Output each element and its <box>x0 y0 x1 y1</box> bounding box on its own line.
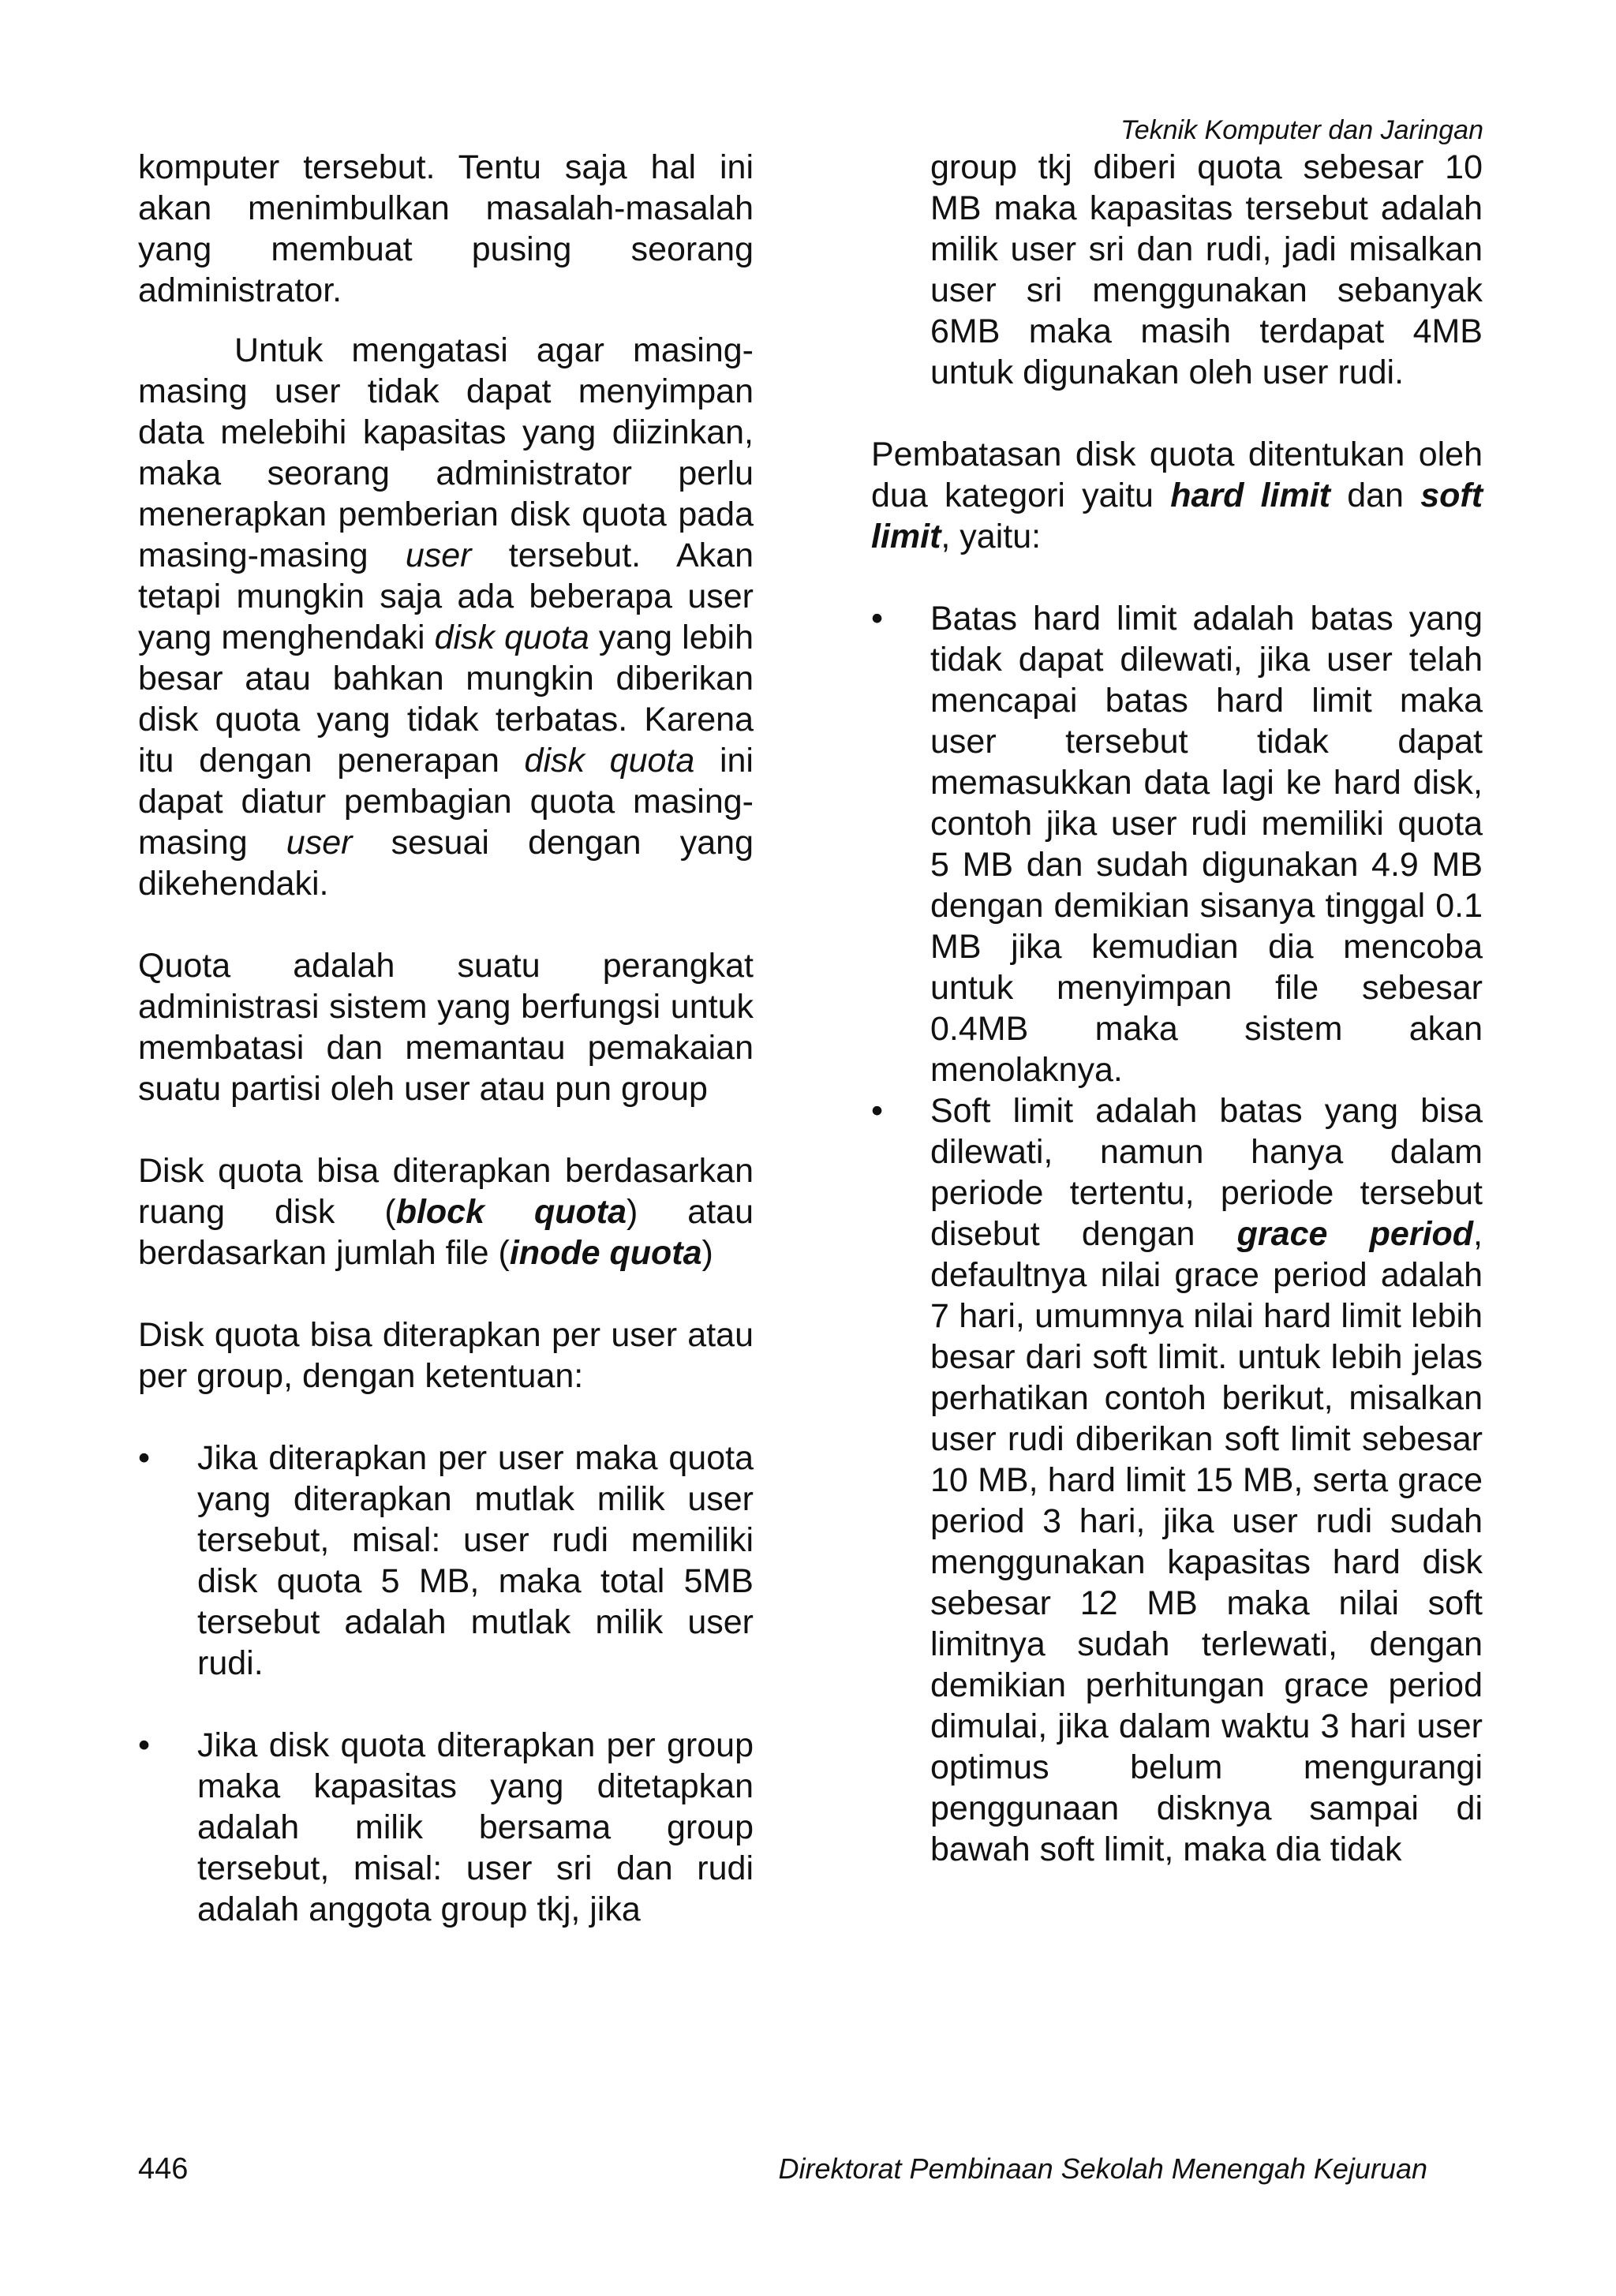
list-item-hard-limit: • Batas hard limit adalah batas yang tidak dapat dilewati, jika user telah mencapai batas hard limit maka user tersebut tidak dapat memasukkan data lagi ke hard disk, contoh jika user rudi memiliki quota 5 MB dan sudah digunakan 4.9 MB dengan demikian sisanya tinggal 0.1 MB jika kemudian dia mencoba untuk menyimpan file sebesar 0.4MB maka sistem akan menolaknya. <box>871 600 1483 1089</box>
footer-publisher: Direktorat Pembinaan Sekolah Menengah Kejuruan <box>778 2152 1427 2185</box>
bullet-icon: • <box>138 1439 151 1477</box>
paragraph-limit-categories: Pembatasan disk quota ditentukan oleh dua kategori yaitu hard limit dan soft limit, yaitu: <box>871 436 1483 555</box>
paragraph-quota-scope: Disk quota bisa diterapkan per user atau per group, dengan ketentuan: <box>138 1316 754 1395</box>
paragraph-disk-quota-intro: Untuk mengatasi agar masing-masing user tidak dapat menyimpan data melebihi kapasitas yang diizinkan, maka seorang administrator perlu menerapkan pemberian disk quota pada masing-masing user tersebut. Akan tetapi mungkin saja ada beberapa user yang menghendaki disk quota yang lebih besar atau bahkan mungkin diberikan disk quota yang tidak terbatas. Karena itu dengan penerapan disk quota ini dapat diatur pembagian quota masing-masing user sesuai dengan yang dikehendaki. <box>138 331 754 903</box>
paragraph-continuation: komputer tersebut. Tentu saja hal ini akan menimbulkan masalah-masalah yang membuat pusing seorang administrator. <box>138 148 754 309</box>
list-item-per-group: • Jika disk quota diterapkan per group maka kapasitas yang ditetapkan adalah milik bersama group tersebut, misal: user sri dan rudi adalah anggota group tkj, jika <box>138 1726 754 1928</box>
bullet-icon: • <box>138 1726 151 1764</box>
bullet-icon: • <box>871 1092 884 1130</box>
left-column <box>138 147 754 1930</box>
running-header: Teknik Komputer dan Jaringan <box>1120 115 1483 145</box>
list-item-continuation: group tkj diberi quota sebesar 10 MB maka kapasitas tersebut adalah milik user sri dan rudi, jadi misalkan user sri menggunakan sebanyak 6MB maka masih terdapat 4MB untuk digunakan oleh user rudi. <box>930 148 1483 391</box>
paragraph-quota-definition: Quota adalah suatu perangkat administrasi sistem yang berfungsi untuk membatasi dan memantau pemakaian suatu partisi oleh user atau pun group <box>138 947 754 1108</box>
list-item-per-user: • Jika diterapkan per user maka quota yang diterapkan mutlak milik user tersebut, misal: user rudi memiliki disk quota 5 MB, maka total 5MB tersebut adalah mutlak milik user rudi. <box>138 1439 754 1682</box>
page-number: 446 <box>138 2152 189 2186</box>
bullet-icon: • <box>871 600 884 638</box>
list-item-soft-limit: • Soft limit adalah batas yang bisa dilewati, namun hanya dalam periode tertentu, periode tersebut disebut dengan grace period, defaultnya nilai grace period adalah 7 hari, umumnya nilai hard limit lebih besar dari soft limit. untuk lebih jelas perhatikan contoh berikut, misalkan user rudi diberikan soft limit sebesar 10 MB, hard limit 15 MB, serta grace period 3 hari, jika user rudi sudah menggunakan kapasitas hard disk sebesar 12 MB maka nilai soft limitnya sudah terlewati, dengan demikian perhitungan grace period dimulai, jika dalam waktu 3 hari user optimus belum mengurangi penggunaan disknya sampai di bawah soft limit, maka dia tidak <box>871 1092 1483 1868</box>
right-column <box>871 147 1483 1870</box>
right-bullet-list <box>871 598 1483 1870</box>
left-bullet-list <box>138 1438 754 1930</box>
paragraph-quota-types: Disk quota bisa diterapkan berdasarkan ruang disk (block quota) atau berdasarkan jumlah file (inode quota) <box>138 1152 754 1272</box>
